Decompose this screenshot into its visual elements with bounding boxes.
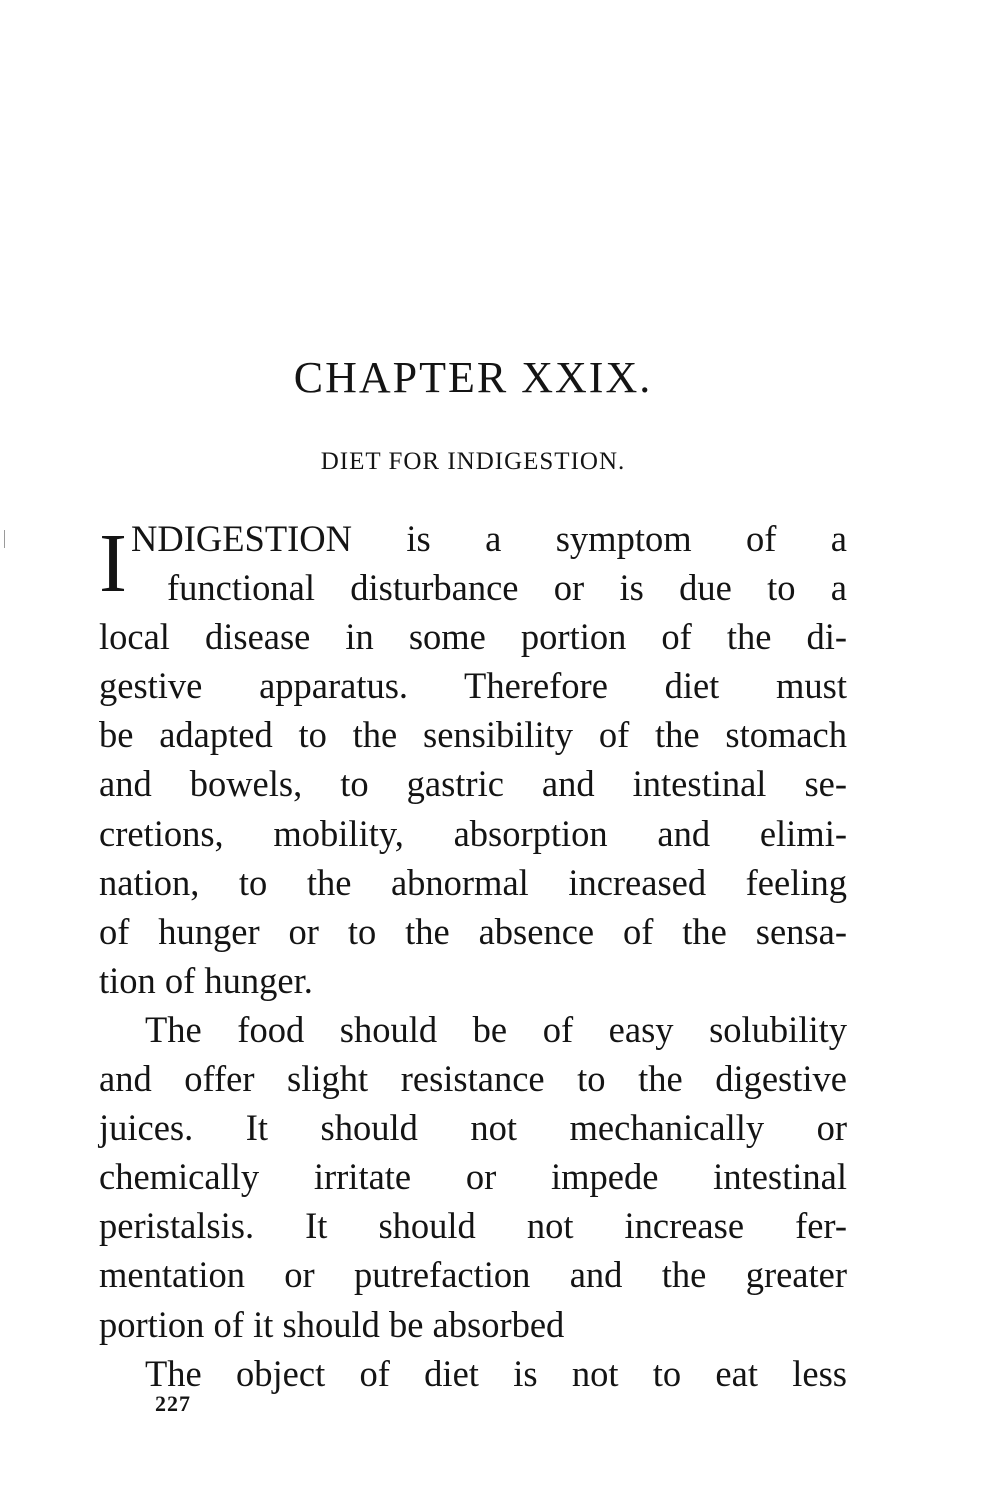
- text-line: cretions, mobility, absorption and elimi-: [99, 812, 847, 854]
- text-line: portion of it should be absorbed: [99, 1303, 565, 1345]
- text-line: and bowels, to gastric and intestinal se-: [99, 763, 847, 805]
- text-line: peristalsis. It should not increase fer-: [99, 1205, 847, 1247]
- chapter-title: CHAPTER XXIX.: [293, 353, 653, 402]
- page-number: 227: [155, 1391, 191, 1416]
- text-line: The food should be of easy solubility: [145, 1008, 847, 1050]
- text-line: of hunger or to the absence of the sensa-: [99, 910, 847, 952]
- text-line: The object of diet is not to eat less: [145, 1352, 847, 1394]
- text-line: juices. It should not mechanically or: [99, 1107, 847, 1149]
- text-line: nation, to the abnormal increased feeling: [99, 861, 847, 903]
- text-line: be adapted to the sensibility of the stomach: [99, 714, 847, 756]
- text-line: and offer slight resistance to the digestive: [99, 1058, 847, 1100]
- text-line: functional disturbance or is due to a: [167, 567, 847, 609]
- body-text: [99, 514, 847, 1398]
- text-line: local disease in some portion of the di-: [99, 616, 847, 658]
- chapter-subtitle: DIET FOR INDIGESTION.: [320, 448, 626, 475]
- text-line: NDIGESTION is a symptom of a: [131, 518, 847, 559]
- drop-cap: I: [99, 517, 127, 610]
- text-line: mentation or putrefaction and the greater: [99, 1254, 847, 1296]
- text-line: gestive apparatus. Therefore diet must: [99, 665, 847, 707]
- text-line: tion of hunger.: [99, 959, 313, 1001]
- text-line: chemically irritate or impede intestinal: [99, 1156, 847, 1198]
- scan-margin-mark: [4, 530, 5, 548]
